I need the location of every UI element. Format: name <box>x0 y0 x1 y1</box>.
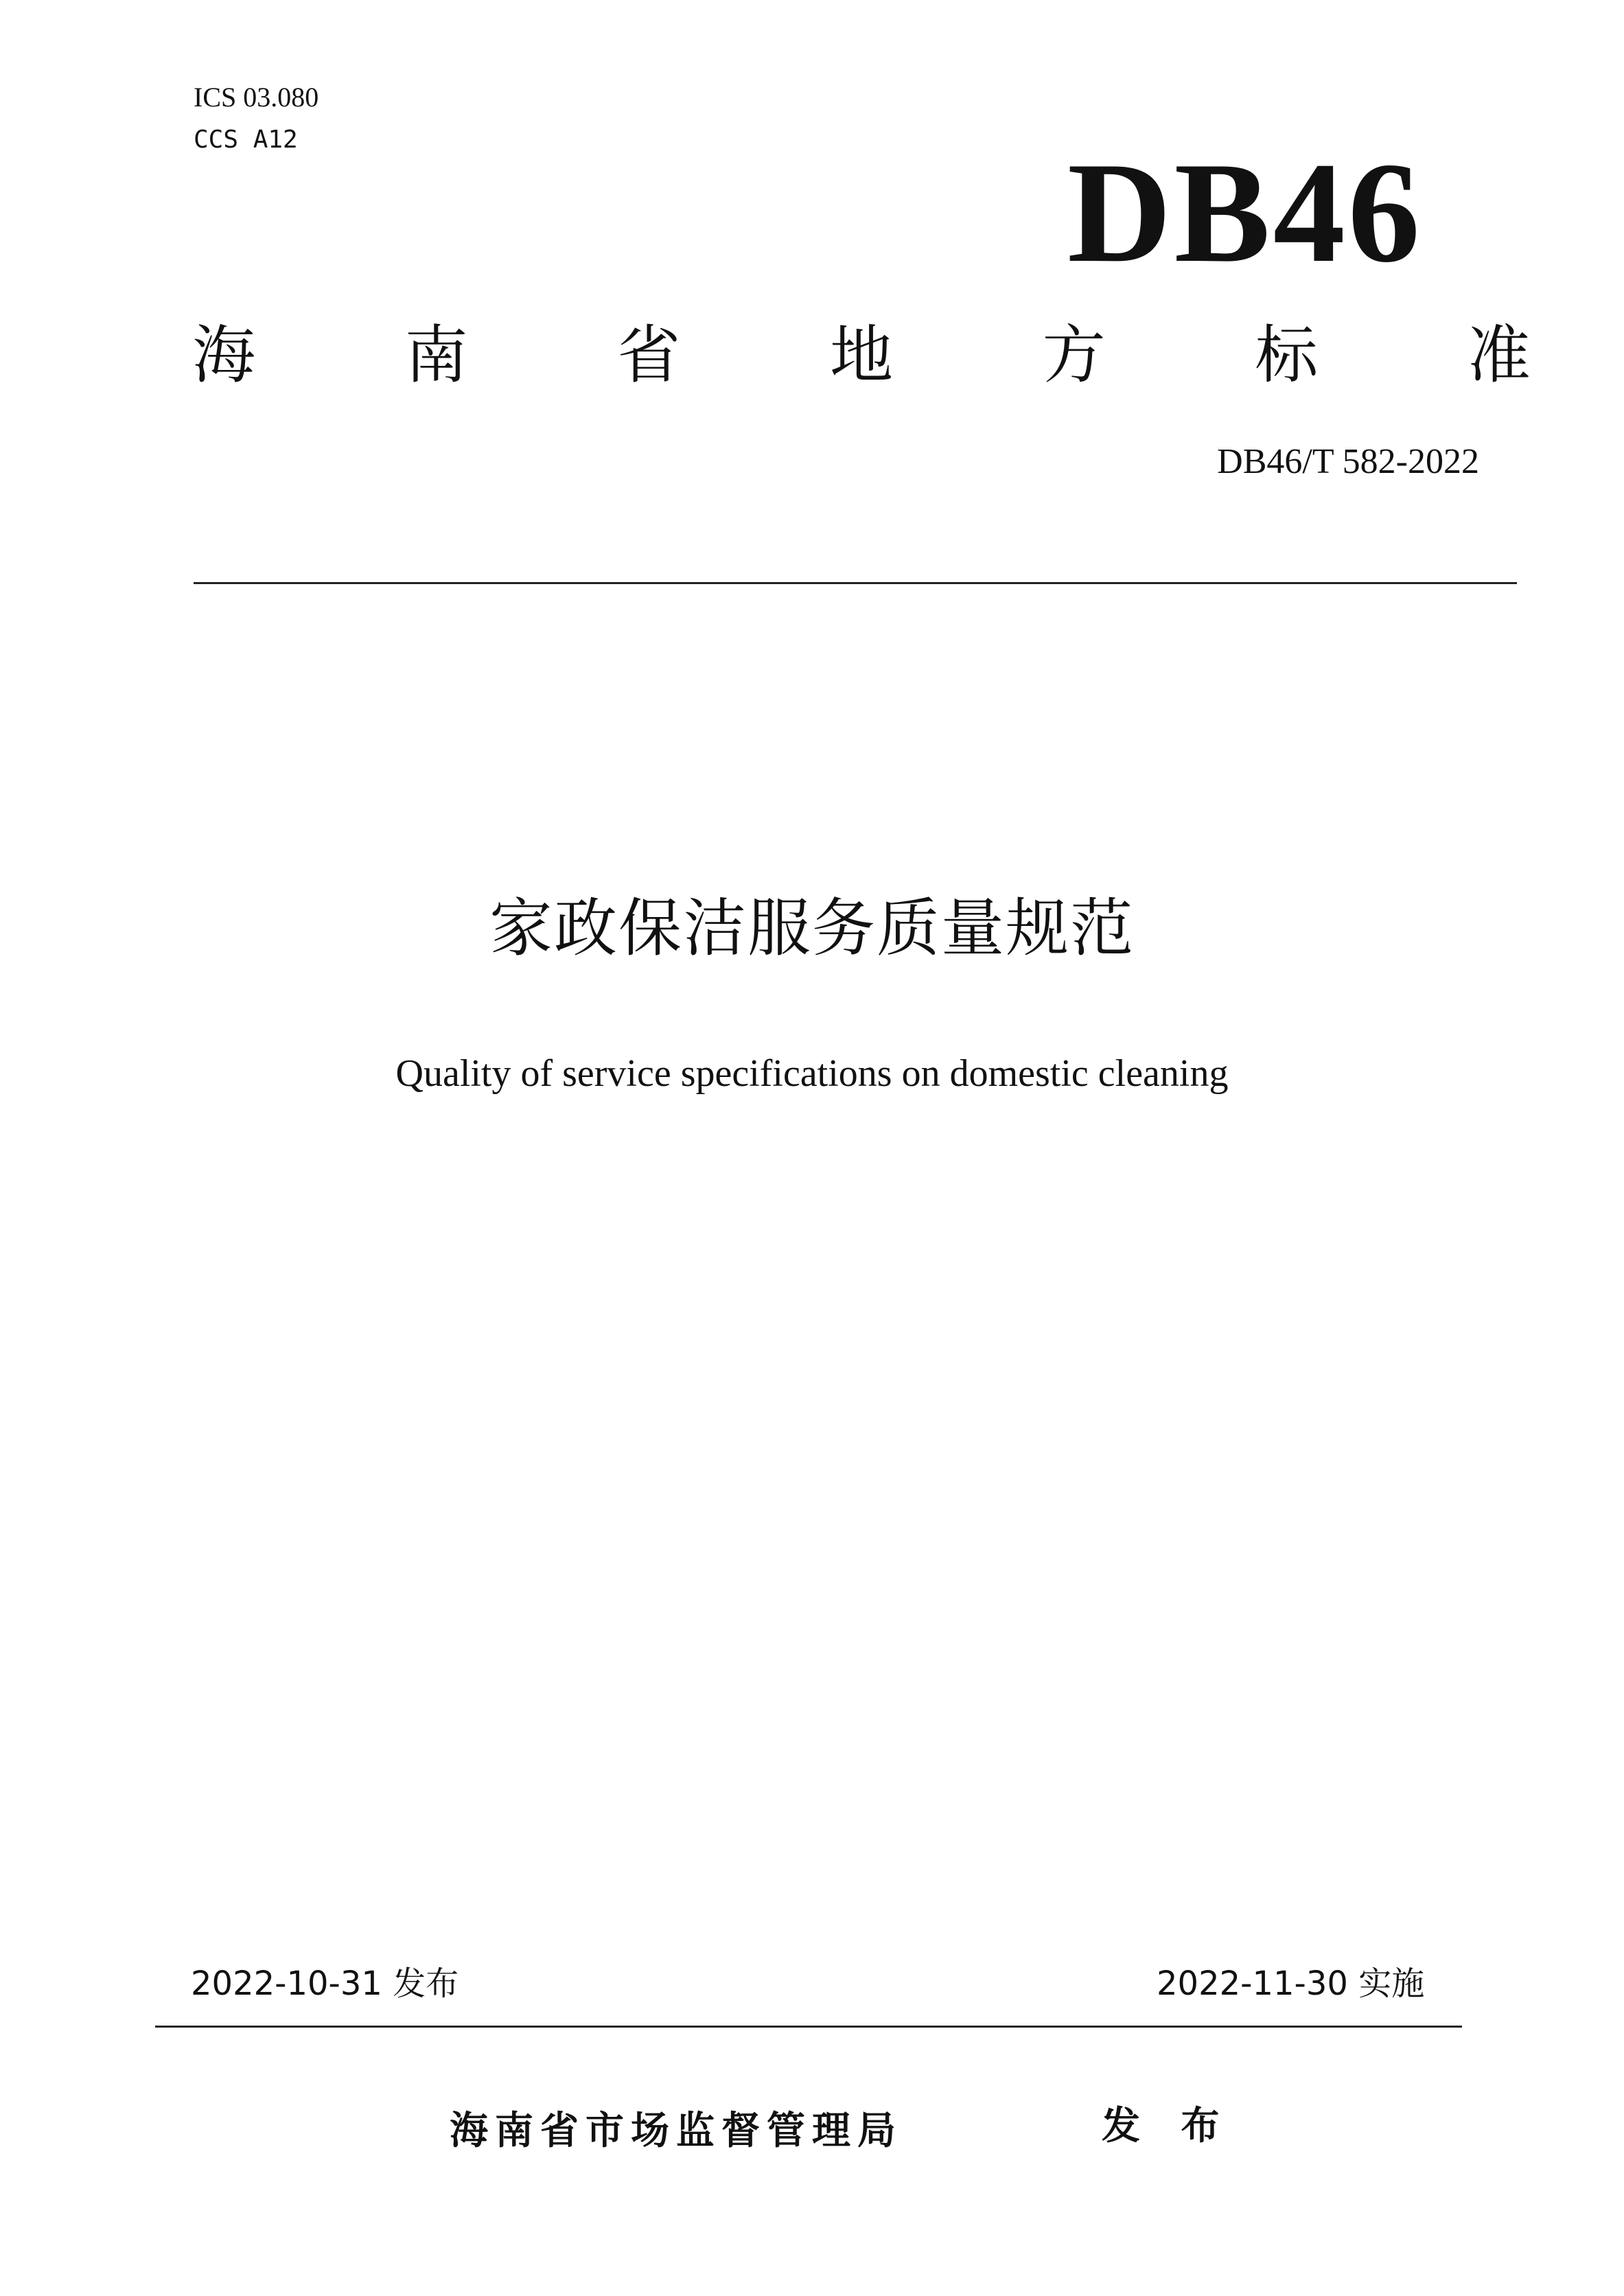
publish-date: 2022-10-31 发布 <box>191 1964 459 2003</box>
implement-date: 2022-11-30 实施 <box>1157 1964 1425 2003</box>
ccs-code: CCS A12 <box>194 126 298 154</box>
footer-divider <box>155 2026 1462 2028</box>
standard-type-char: 南 <box>404 318 468 392</box>
standard-type-char: 标 <box>1255 318 1319 392</box>
standard-code: DB46 <box>1067 133 1423 292</box>
standard-type-char: 海 <box>192 318 256 392</box>
standard-number: DB46/T 582-2022 <box>1217 442 1479 481</box>
standard-type-char: 方 <box>1042 318 1106 392</box>
standard-type-char: 准 <box>1467 318 1531 392</box>
header-divider <box>194 582 1517 584</box>
standard-type-title <box>192 318 1531 393</box>
document-title-zh: 家政保洁服务质量规范 <box>489 892 1135 965</box>
standard-type-char: 地 <box>829 318 893 392</box>
document-title-en: Quality of service specifications on domestic cleaning <box>395 1052 1229 1095</box>
issuer-name: 海南省市场监督管理局 <box>450 2109 903 2153</box>
ics-code: ICS 03.080 <box>194 82 319 113</box>
standard-type-char: 省 <box>617 318 681 392</box>
issuer-action: 发 布 <box>1102 2104 1233 2148</box>
